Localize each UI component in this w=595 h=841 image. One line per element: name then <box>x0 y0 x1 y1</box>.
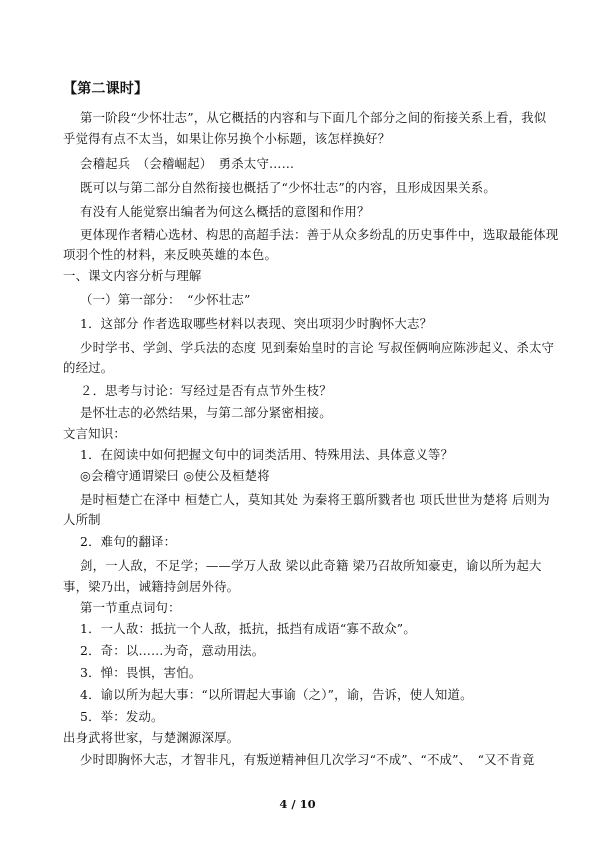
paragraph-line: 第一阶段“少怀壮志”，从它概括的内容和与下面几个部分之间的衔接关系上看，我似 <box>80 110 547 125</box>
paragraph-line: 事，梁乃出，诫籍持剑居外待。 <box>63 579 240 594</box>
paragraph-line: 1．这部分 作者选取哪些材料以表现、突出项羽少时胸怀大志？ <box>80 316 433 331</box>
paragraph-line: 更体现作者精心选材、构思的高超手法：善于从众多纷乱的历史事件中，选取最能体现 <box>80 227 559 242</box>
section-title: 一、课文内容分析与理解 <box>63 268 202 283</box>
paragraph-line: 出身武将世家，与楚渊源深厚。 <box>63 730 240 745</box>
paragraph-line: 有没有人能觉察出编者为何这么概括的意图和作用？ <box>80 204 370 219</box>
paragraph-line: 少时即胸怀大志，才智非凡，有叛逆精神但几次学习“不成”、“不成”、 “又不肯竟 <box>80 752 535 767</box>
paragraph-line: ２．思考与讨论：写经过是否有点节外生枝？ <box>80 383 332 398</box>
paragraph-line: 少时学书、学剑、学兵法的态度 见到秦始皇时的言论 写叔侄俩响应陈涉起义、杀太守 <box>80 340 555 355</box>
paragraph-line: 剑，一人敌，不足学；——学万人敌 梁以此奇籍 梁乃召故所知豪吏，谕以所为起大 <box>80 558 542 573</box>
paragraph-line: 人所制 <box>63 512 101 527</box>
paragraph-line: 2．奇：以……为奇，意动用法。 <box>80 643 265 658</box>
paragraph-line: 的经过。 <box>63 360 114 375</box>
paragraph-line: 2．难句的翻译： <box>80 534 177 549</box>
paragraph-line: 第一节重点词句： <box>80 600 181 615</box>
paragraph-line: 项羽个性的材料，来反映英雄的本色。 <box>63 247 278 262</box>
section-heading: 【第二课时】 <box>63 81 149 97</box>
paragraph-line: 是怀壮志的必然结果，与第二部分紧密相接。 <box>80 405 332 420</box>
paragraph-line: 会稽起兵 （会稽崛起） 勇杀太守…… <box>80 156 295 171</box>
page-number: 4 / 10 <box>279 797 316 811</box>
section-title: 文言知识： <box>63 426 126 441</box>
paragraph-line: 1．一人敌：抵抗一个人敌，抵抗，抵挡有成语“寡不敌众”。 <box>80 621 416 636</box>
paragraph-line: 是时桓楚亡在泽中 桓楚亡人，莫知其处 为秦将王翦所戮者也 项氏世世为楚将 后则为 <box>80 492 550 507</box>
paragraph-line: 乎觉得有点不太当，如果让你另换个小标题，该怎样换好？ <box>63 131 391 146</box>
paragraph-line: 3．惮：畏惧，害怕。 <box>80 665 202 680</box>
paragraph-line: 5．举：发动。 <box>80 709 164 724</box>
subsection-title: （一）第一部分： “少怀壮志” <box>80 292 251 307</box>
paragraph-line: 1．在阅读中如何把握文句中的词类活用、特殊用法、具体意义等？ <box>80 447 454 462</box>
paragraph-line: 既可以与第二部分自然衔接也概括了“少怀壮志”的内容，且形成因果关系。 <box>80 180 496 195</box>
paragraph-line: ◎会稽守通谓梁曰 ◎使公及桓楚将 <box>80 468 270 483</box>
paragraph-line: 4．谕以所为起大事：“以所谓起大事谕（之）”，谕，告诉，使人知道。 <box>80 687 473 702</box>
